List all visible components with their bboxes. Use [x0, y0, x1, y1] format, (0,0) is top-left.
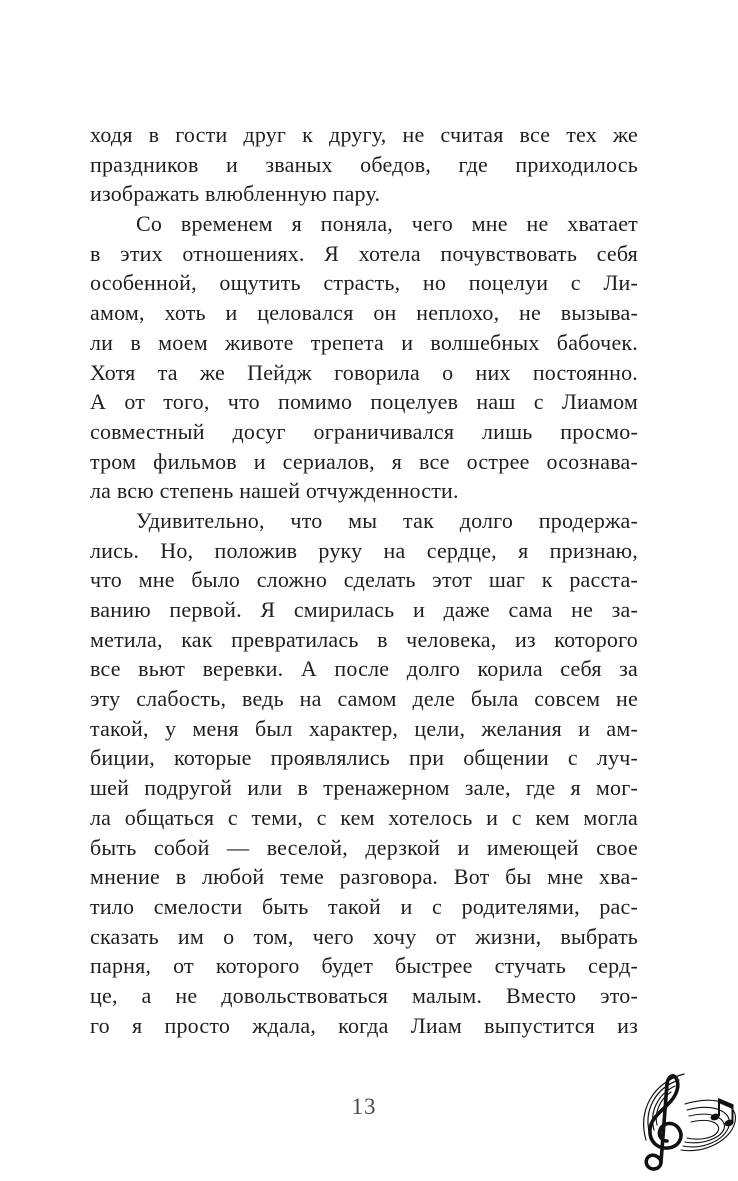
- paragraph: [90, 506, 638, 1040]
- text-line: особенной, ощутить страсть, но поцелуи с Ли-: [90, 270, 638, 296]
- text-line: А от того, что помимо поцелуев наш с Лиамом: [90, 389, 638, 415]
- text-line: лись. Но, положив руку на сердце, я признаю,: [90, 537, 638, 563]
- text-line: ванию первой. Я смирилась и даже сама не за-: [90, 597, 638, 622]
- text-line: мнение в любой теме разговора. Вот бы мне хва-: [90, 864, 638, 890]
- text-line: ла общаться с теми, с кем хотелось и с кем могла: [90, 804, 638, 830]
- text-line: тром фильмов и сериалов, я все острее осознава-: [90, 448, 638, 474]
- text-line: го я просто ждала, когда Лиам выпустится из: [90, 1012, 638, 1038]
- text-line: Хотя та же Пейдж говорила о них постоянно.: [90, 359, 638, 385]
- treble-clef-icon: [627, 1068, 737, 1173]
- text-line: Со временем я поняла, чего мне не хватает: [136, 211, 638, 237]
- text-line: совместный досуг ограничивался лишь просмо-: [90, 418, 638, 444]
- music-notes-icon: [710, 1098, 735, 1127]
- text-line: изображать влюбленную пару.: [90, 181, 381, 207]
- text-line: в этих отношениях. Я хотела почувствовать себя: [90, 240, 638, 266]
- text-line: амом, хоть и целовался он неплохо, не вызыва-: [90, 300, 638, 326]
- body-text: [90, 120, 638, 1040]
- text-line: праздников и званых обедов, где приходилось: [90, 151, 638, 177]
- text-line: что мне было сложно сделать этот шаг к расста-: [90, 567, 638, 593]
- text-line: це, а не довольствоваться малым. Вместо это-: [90, 982, 638, 1008]
- text-line: парня, от которого будет быстрее стучать серд-: [90, 953, 638, 979]
- text-line: шей подругой или в тренажерном зале, где я мог-: [90, 775, 638, 801]
- page-number: 13: [351, 1094, 377, 1119]
- text-line: быть собой — веселой, дерзкой и имеющей свое: [90, 834, 638, 860]
- text-line: сказать им о том, чего хочу от жизни, выбрать: [90, 923, 638, 949]
- text-line: ла всю степень нашей отчужденности.: [90, 478, 459, 504]
- text-line: биции, которые проявлялись при общении с луч-: [90, 745, 638, 771]
- text-line: метила, как превратилась в человека, из которого: [90, 626, 638, 652]
- text-line: все вьют веревки. А после долго корила себя за: [90, 656, 638, 682]
- paragraph: [90, 120, 638, 209]
- text-line: Удивительно, что мы так долго продержа-: [136, 507, 638, 533]
- text-line: такой, у меня был характер, цели, желания и ам-: [90, 715, 638, 741]
- text-line: эту слабость, ведь на самом деле была совсем не: [90, 686, 638, 712]
- text-line: ходя в гости друг к другу, не считая все тех же: [90, 122, 638, 147]
- paragraph: [90, 209, 638, 506]
- music-decoration: [627, 1068, 737, 1173]
- text-line: тило смелости быть такой и с родителями, рас-: [90, 893, 638, 919]
- text-line: ли в моем животе трепета и волшебных бабочек.: [90, 329, 638, 355]
